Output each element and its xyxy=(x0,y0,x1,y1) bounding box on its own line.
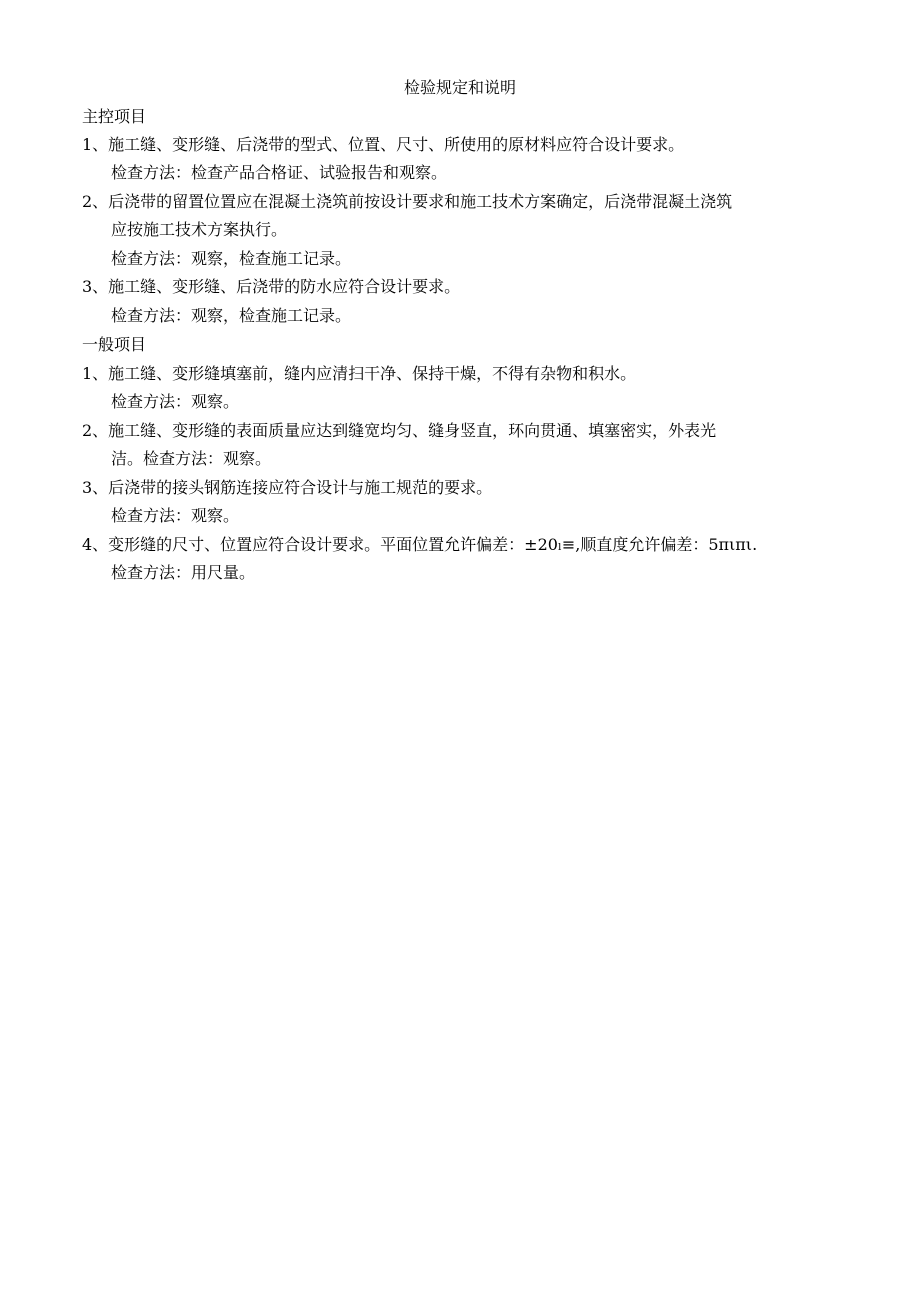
main-control-item-2: 2、后浇带的留置位置应在混凝土浇筑前按设计要求和施工技术方案确定，后浇带混凝土浇筑 xyxy=(82,192,733,211)
general-item-3-method: 检查方法：观察。 xyxy=(111,506,240,525)
general-item-2-cont: 洁。检查方法：观察。 xyxy=(111,449,272,468)
main-control-item-1-method: 检查方法：检查产品合格证、试验报告和观察。 xyxy=(111,163,448,182)
main-control-item-2-method: 检查方法：观察，检查施工记录。 xyxy=(111,249,352,268)
general-item-3: 3、后浇带的接头钢筋连接应符合设计与施工规范的要求。 xyxy=(82,478,493,497)
general-item-1: 1、施工缝、变形缝填塞前，缝内应清扫干净、保持干燥，不得有杂物和积水。 xyxy=(82,364,637,383)
main-control-item-3-method: 检查方法：观察，检查施工记录。 xyxy=(111,306,352,325)
main-control-item-2-cont: 应按施工技术方案执行。 xyxy=(111,220,288,239)
document-title: 检验规定和说明 xyxy=(403,78,516,97)
section-heading-general: 一般项目 xyxy=(82,335,147,354)
main-control-item-3: 3、施工缝、变形缝、后浇带的防水应符合设计要求。 xyxy=(82,277,461,296)
general-item-2: 2、施工缝、变形缝的表面质量应达到缝宽均匀、缝身竖直，环向贯通、填塞密实，外表光 xyxy=(82,421,717,440)
general-item-4: 4、变形缝的尺寸、位置应符合设计要求。平面位置允许偏差：±20ₗ≡,顺直度允许偏差：5πιπι. xyxy=(82,535,758,554)
general-item-1-method: 检查方法：观察。 xyxy=(111,392,240,411)
section-heading-main-control: 主控项目 xyxy=(82,107,147,126)
general-item-4-method: 检查方法：用尺量。 xyxy=(111,563,256,582)
main-control-item-1: 1、施工缝、变形缝、后浇带的型式、位置、尺寸、所使用的原材料应符合设计要求。 xyxy=(82,135,685,154)
